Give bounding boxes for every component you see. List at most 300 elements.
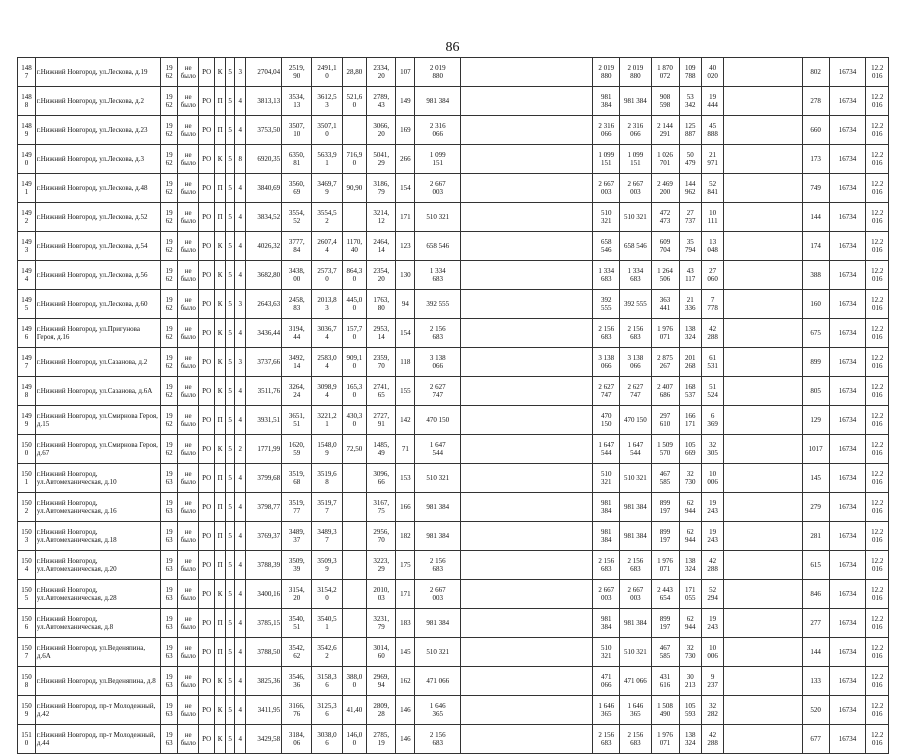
table-cell: 4 — [235, 638, 246, 667]
table-cell: 4 — [235, 406, 246, 435]
table-cell: не было — [178, 87, 199, 116]
table-cell: 2010, 03 — [367, 580, 396, 609]
table-cell: 3840,69 — [246, 174, 282, 203]
table-row — [18, 435, 889, 464]
table-cell: не было — [178, 580, 199, 609]
table-cell: не было — [178, 725, 199, 754]
table-row — [18, 725, 889, 754]
table-cell — [724, 145, 802, 174]
table-cell: 150 5 — [18, 580, 36, 609]
table-cell: 2953, 14 — [367, 319, 396, 348]
table-cell: 2334, 20 — [367, 58, 396, 87]
table-cell: 107 — [396, 58, 415, 87]
table-cell: 12.2 016 — [866, 174, 889, 203]
table-cell: РО — [199, 464, 215, 493]
table-cell: 467 585 — [651, 464, 679, 493]
table-cell: 2359, 70 — [367, 348, 396, 377]
table-cell: 19 63 — [161, 609, 178, 638]
table-cell: 150 1 — [18, 464, 36, 493]
table-cell: не было — [178, 522, 199, 551]
table-cell: 12.2 016 — [866, 464, 889, 493]
table-cell: 279 — [802, 493, 829, 522]
table-cell: 1 646 365 — [415, 696, 461, 725]
table-cell: 899 197 — [651, 522, 679, 551]
table-cell: 749 — [802, 174, 829, 203]
table-cell: К — [215, 232, 226, 261]
table-cell: 149 0 — [18, 145, 36, 174]
table-cell: 510 321 — [593, 638, 620, 667]
table-cell: 2519, 90 — [282, 58, 312, 87]
table-cell: 16734 — [829, 348, 866, 377]
table-cell — [461, 319, 593, 348]
table-cell: 3154,2 0 — [312, 580, 342, 609]
table-cell: 2 156 683 — [593, 551, 620, 580]
table-cell: 3798,77 — [246, 493, 282, 522]
table-cell: 5 — [226, 348, 235, 377]
table-cell: 4 — [235, 232, 246, 261]
table-cell: 16734 — [829, 58, 866, 87]
table-cell: 467 585 — [651, 638, 679, 667]
table-cell — [461, 725, 593, 754]
table-cell: не было — [178, 145, 199, 174]
table-cell: РО — [199, 319, 215, 348]
table-cell: 171 055 — [679, 580, 701, 609]
table-cell: не было — [178, 116, 199, 145]
table-cell: 2 667 003 — [620, 174, 651, 203]
table-cell: 2809, 28 — [367, 696, 396, 725]
table-cell — [461, 522, 593, 551]
table-cell: 168 537 — [679, 377, 701, 406]
table-cell: 1620, 59 — [282, 435, 312, 464]
table-cell: К — [215, 435, 226, 464]
table-cell: 4 — [235, 174, 246, 203]
table-cell: П — [215, 406, 226, 435]
table-cell — [461, 580, 593, 609]
table-cell: г.Нижний Новгород, ул.Лескова, д.60 — [35, 290, 160, 319]
table-cell: 72,50 — [342, 435, 367, 464]
table-cell: 45 888 — [701, 116, 723, 145]
table-cell: 3231, 79 — [367, 609, 396, 638]
table-cell: 1763, 80 — [367, 290, 396, 319]
table-cell: 3682,80 — [246, 261, 282, 290]
table-cell — [461, 551, 593, 580]
table-cell: 392 555 — [593, 290, 620, 319]
table-cell — [724, 203, 802, 232]
table-cell: К — [215, 377, 226, 406]
table-cell: не было — [178, 406, 199, 435]
table-cell: 19 63 — [161, 493, 178, 522]
table-cell: 12.2 016 — [866, 58, 889, 87]
table-cell: 19 62 — [161, 377, 178, 406]
table-cell — [461, 145, 593, 174]
table-cell — [461, 696, 593, 725]
table-cell: РО — [199, 87, 215, 116]
table-cell: 5 — [226, 406, 235, 435]
table-row — [18, 174, 889, 203]
table-cell: г.Нижний Новгород, ул.Автомеханическая, д.10 — [35, 464, 160, 493]
table-cell: 2643,63 — [246, 290, 282, 319]
table-cell: 16734 — [829, 493, 866, 522]
table-row — [18, 580, 889, 609]
table-cell: 144 962 — [679, 174, 701, 203]
table-cell: 32 730 — [679, 638, 701, 667]
table-cell: РО — [199, 667, 215, 696]
table-cell — [724, 58, 802, 87]
table-cell: 1 976 071 — [651, 319, 679, 348]
table-cell: 510 321 — [620, 464, 651, 493]
table-cell: 19 62 — [161, 319, 178, 348]
table-cell: 5 — [226, 696, 235, 725]
table-cell: 1771,99 — [246, 435, 282, 464]
table-cell: 899 197 — [651, 609, 679, 638]
table-cell: 5 — [226, 87, 235, 116]
table-cell: 3098,9 4 — [312, 377, 342, 406]
table-row — [18, 464, 889, 493]
table-cell: 16734 — [829, 609, 866, 638]
table-cell — [461, 58, 593, 87]
table-cell: 3753,50 — [246, 116, 282, 145]
table-cell: 2491,1 0 — [312, 58, 342, 87]
table-cell: 3036,7 4 — [312, 319, 342, 348]
table-cell: 144 — [802, 638, 829, 667]
table-cell: 173 — [802, 145, 829, 174]
table-cell: 150 9 — [18, 696, 36, 725]
table-cell: 16734 — [829, 87, 866, 116]
table-cell: 3554, 52 — [282, 203, 312, 232]
table-cell: 520 — [802, 696, 829, 725]
table-cell — [342, 638, 367, 667]
table-cell — [461, 174, 593, 203]
table-cell: 16734 — [829, 203, 866, 232]
table-cell: 1170, 40 — [342, 232, 367, 261]
table-cell: 12.2 016 — [866, 580, 889, 609]
table-cell: 145 — [396, 638, 415, 667]
table-cell: 7 778 — [701, 290, 723, 319]
table-cell: 1 099 151 — [415, 145, 461, 174]
table-cell: 12.2 016 — [866, 377, 889, 406]
table-cell: 3411,95 — [246, 696, 282, 725]
table-cell: 149 1 — [18, 174, 36, 203]
table-cell: 470 150 — [415, 406, 461, 435]
table-cell: 16734 — [829, 551, 866, 580]
table-cell: 12.2 016 — [866, 261, 889, 290]
table-cell: 10 111 — [701, 203, 723, 232]
table-cell: 149 2 — [18, 203, 36, 232]
table-cell: 138 324 — [679, 725, 701, 754]
table-cell: 3519, 68 — [282, 464, 312, 493]
table-cell: 148 7 — [18, 58, 36, 87]
table-cell: 981 384 — [620, 87, 651, 116]
table-cell: 171 — [396, 580, 415, 609]
table-cell: 615 — [802, 551, 829, 580]
table-cell: 2583,0 4 — [312, 348, 342, 377]
table-row — [18, 493, 889, 522]
table-cell: 1 026 701 — [651, 145, 679, 174]
table-cell: 5 — [226, 145, 235, 174]
table-cell — [461, 667, 593, 696]
table-cell: П — [215, 551, 226, 580]
table-cell: РО — [199, 580, 215, 609]
table-cell: 12.2 016 — [866, 406, 889, 435]
table-cell: г.Нижний Новгород, ул.Лескова, д.23 — [35, 116, 160, 145]
table-cell: 16734 — [829, 580, 866, 609]
table-cell: не было — [178, 609, 199, 638]
table-cell: 19 243 — [701, 609, 723, 638]
table-cell: 171 — [396, 203, 415, 232]
table-cell — [342, 464, 367, 493]
table-cell: 19 62 — [161, 406, 178, 435]
table-cell: 2013,8 3 — [312, 290, 342, 319]
table-cell: П — [215, 87, 226, 116]
page-number: 86 — [445, 40, 460, 55]
table-cell: 675 — [802, 319, 829, 348]
table-cell: 5633,9 1 — [312, 145, 342, 174]
table-cell: 16734 — [829, 696, 866, 725]
table-cell — [342, 580, 367, 609]
table-cell: РО — [199, 145, 215, 174]
table-cell: 1 509 570 — [651, 435, 679, 464]
table-cell: 157,7 0 — [342, 319, 367, 348]
table-cell: 3813,13 — [246, 87, 282, 116]
table-cell: 16734 — [829, 406, 866, 435]
table-cell: 802 — [802, 58, 829, 87]
table-cell — [724, 464, 802, 493]
table-cell: 149 9 — [18, 406, 36, 435]
table-cell: 3542, 62 — [282, 638, 312, 667]
table-cell: 4 — [235, 319, 246, 348]
table-cell: РО — [199, 348, 215, 377]
table-cell: г.Нижний Новгород, ул.Автомеханическая, д.28 — [35, 580, 160, 609]
table-cell: 470 150 — [593, 406, 620, 435]
table-cell: 3777, 84 — [282, 232, 312, 261]
table-cell: не было — [178, 58, 199, 87]
table-cell: 1 334 683 — [620, 261, 651, 290]
table-cell: не было — [178, 638, 199, 667]
table-cell: 150 4 — [18, 551, 36, 580]
table-cell: 266 — [396, 145, 415, 174]
table-cell: 392 555 — [620, 290, 651, 319]
table-row — [18, 116, 889, 145]
table-cell: 1 870 072 — [651, 58, 679, 87]
table-cell: 2 627 747 — [593, 377, 620, 406]
table-cell: 3 138 066 — [415, 348, 461, 377]
table-cell: 1 647 544 — [620, 435, 651, 464]
table-cell: не было — [178, 174, 199, 203]
table-cell: К — [215, 145, 226, 174]
table-cell: г.Нижний Новгород, ул.Лескова, д.52 — [35, 203, 160, 232]
table-cell: 609 704 — [651, 232, 679, 261]
table-cell: 3038,0 6 — [312, 725, 342, 754]
table-cell: г.Нижний Новгород, ул.Лескова, д.48 — [35, 174, 160, 203]
table-cell: 6 369 — [701, 406, 723, 435]
table-cell: 5 — [226, 638, 235, 667]
table-cell: РО — [199, 261, 215, 290]
table-cell: 16734 — [829, 725, 866, 754]
table-cell: К — [215, 696, 226, 725]
table-cell: 2 316 066 — [415, 116, 461, 145]
table-cell: 981 384 — [593, 493, 620, 522]
table-cell: 3429,58 — [246, 725, 282, 754]
table-cell: 981 384 — [415, 493, 461, 522]
table-cell — [724, 551, 802, 580]
table-cell: 3184, 06 — [282, 725, 312, 754]
table-cell: 1 647 544 — [415, 435, 461, 464]
table-cell: 1 976 071 — [651, 725, 679, 754]
table-cell: 2 156 683 — [593, 725, 620, 754]
table-row — [18, 377, 889, 406]
table-cell: 3194, 44 — [282, 319, 312, 348]
table-cell: 19 63 — [161, 522, 178, 551]
table-cell: 21 336 — [679, 290, 701, 319]
table-cell: 149 — [396, 87, 415, 116]
table-cell: 150 7 — [18, 638, 36, 667]
table-cell: 2 316 066 — [620, 116, 651, 145]
table-cell: РО — [199, 493, 215, 522]
table-cell: 133 — [802, 667, 829, 696]
table-cell: П — [215, 522, 226, 551]
table-cell: 13 048 — [701, 232, 723, 261]
table-cell: 30 213 — [679, 667, 701, 696]
table-cell: 1 334 683 — [593, 261, 620, 290]
table-cell — [724, 87, 802, 116]
table-cell: 3519,7 7 — [312, 493, 342, 522]
table-cell: 16734 — [829, 667, 866, 696]
table-cell: 3186, 79 — [367, 174, 396, 203]
table-cell: г.Нижний Новгород, ул.Сазанова, д.2 — [35, 348, 160, 377]
table-cell: 183 — [396, 609, 415, 638]
table-cell: 716,9 0 — [342, 145, 367, 174]
table-cell: 146 — [396, 696, 415, 725]
table-cell — [461, 87, 593, 116]
table-cell: 4 — [235, 609, 246, 638]
table-cell: 2 156 683 — [415, 551, 461, 580]
table-cell: 3125,3 6 — [312, 696, 342, 725]
table-cell — [461, 406, 593, 435]
table-cell: г.Нижний Новгород, ул.Автомеханическая, д.8 — [35, 609, 160, 638]
table-cell: 3560, 69 — [282, 174, 312, 203]
table-cell: г.Нижний Новгород, ул.Лескова, д.54 — [35, 232, 160, 261]
table-cell: К — [215, 580, 226, 609]
table-cell: 12.2 016 — [866, 609, 889, 638]
table-cell: 2607,4 4 — [312, 232, 342, 261]
table-cell: 3546, 36 — [282, 667, 312, 696]
table-cell: 142 — [396, 406, 415, 435]
table-cell: 162 — [396, 667, 415, 696]
table-cell: 2 156 683 — [620, 319, 651, 348]
table-cell: 6920,35 — [246, 145, 282, 174]
table-cell: 981 384 — [593, 522, 620, 551]
table-cell: 16734 — [829, 116, 866, 145]
table-cell: 150 3 — [18, 522, 36, 551]
table-cell: 5 — [226, 58, 235, 87]
table-cell: г.Нижний Новгород, ул.Автомеханическая, д.18 — [35, 522, 160, 551]
table-cell: 12.2 016 — [866, 290, 889, 319]
table-cell: 1 508 490 — [651, 696, 679, 725]
table-cell: РО — [199, 116, 215, 145]
table-cell: 129 — [802, 406, 829, 435]
table-cell: не было — [178, 290, 199, 319]
table-cell: 109 788 — [679, 58, 701, 87]
table-cell: 153 — [396, 464, 415, 493]
table-cell — [724, 580, 802, 609]
table-cell: 3167, 75 — [367, 493, 396, 522]
table-row — [18, 290, 889, 319]
table-cell: 12.2 016 — [866, 145, 889, 174]
table-cell: 4 — [235, 725, 246, 754]
table-cell: К — [215, 725, 226, 754]
table-cell: 471 066 — [593, 667, 620, 696]
table-cell: 864,3 0 — [342, 261, 367, 290]
table-cell: не было — [178, 319, 199, 348]
table-cell: 52 294 — [701, 580, 723, 609]
table-cell: 2 407 686 — [651, 377, 679, 406]
table-cell: 12.2 016 — [866, 87, 889, 116]
table-cell: 5 — [226, 609, 235, 638]
table-cell: 19 243 — [701, 522, 723, 551]
table-cell: 510 321 — [415, 638, 461, 667]
table-cell: 981 384 — [593, 87, 620, 116]
table-cell: 3 — [235, 348, 246, 377]
table-row — [18, 145, 889, 174]
table-cell: 149 7 — [18, 348, 36, 377]
table-cell: 3 138 066 — [593, 348, 620, 377]
table-row — [18, 87, 889, 116]
table-cell: 16734 — [829, 464, 866, 493]
table-cell: 19 62 — [161, 58, 178, 87]
table-cell: 2 156 683 — [415, 319, 461, 348]
table-cell: 19 63 — [161, 580, 178, 609]
table-cell: 2458, 83 — [282, 290, 312, 319]
table-cell: 12.2 016 — [866, 667, 889, 696]
table-cell: 8 — [235, 145, 246, 174]
table-cell: 175 — [396, 551, 415, 580]
table-cell: г.Нижний Новгород, ул.Смирнова Героя, д.67 — [35, 435, 160, 464]
table-cell: 150 6 — [18, 609, 36, 638]
table-cell: 2 667 003 — [415, 580, 461, 609]
table-cell: 3469,7 9 — [312, 174, 342, 203]
table-cell: г.Нижний Новгород, пр-т Молодежный, д.42 — [35, 696, 160, 725]
table-cell: 899 — [802, 348, 829, 377]
table-cell: 4 — [235, 696, 246, 725]
table-cell: 5 — [226, 725, 235, 754]
table-cell: 12.2 016 — [866, 551, 889, 580]
table-cell: 3214, 12 — [367, 203, 396, 232]
table-cell: 10 006 — [701, 464, 723, 493]
table-cell: 149 3 — [18, 232, 36, 261]
table-cell — [724, 232, 802, 261]
table-cell: 430,3 0 — [342, 406, 367, 435]
table-cell: 363 441 — [651, 290, 679, 319]
table-cell: 12.2 016 — [866, 493, 889, 522]
table-cell: 1017 — [802, 435, 829, 464]
table-cell: 472 473 — [651, 203, 679, 232]
table-cell: 2 156 683 — [620, 551, 651, 580]
table-cell: 1 976 071 — [651, 551, 679, 580]
table-cell: 2573,7 0 — [312, 261, 342, 290]
table-cell: РО — [199, 377, 215, 406]
table-cell: 5 — [226, 667, 235, 696]
table-cell: 130 — [396, 261, 415, 290]
table-cell: 61 531 — [701, 348, 723, 377]
table-cell: 21 971 — [701, 145, 723, 174]
table-cell: 2 144 291 — [651, 116, 679, 145]
table-cell: 19 444 — [701, 87, 723, 116]
table-cell: 42 288 — [701, 319, 723, 348]
table-cell — [342, 551, 367, 580]
table-cell: РО — [199, 725, 215, 754]
table-cell: г.Нижний Новгород, ул.Сазанова, д.6А — [35, 377, 160, 406]
table-cell: 2969, 94 — [367, 667, 396, 696]
